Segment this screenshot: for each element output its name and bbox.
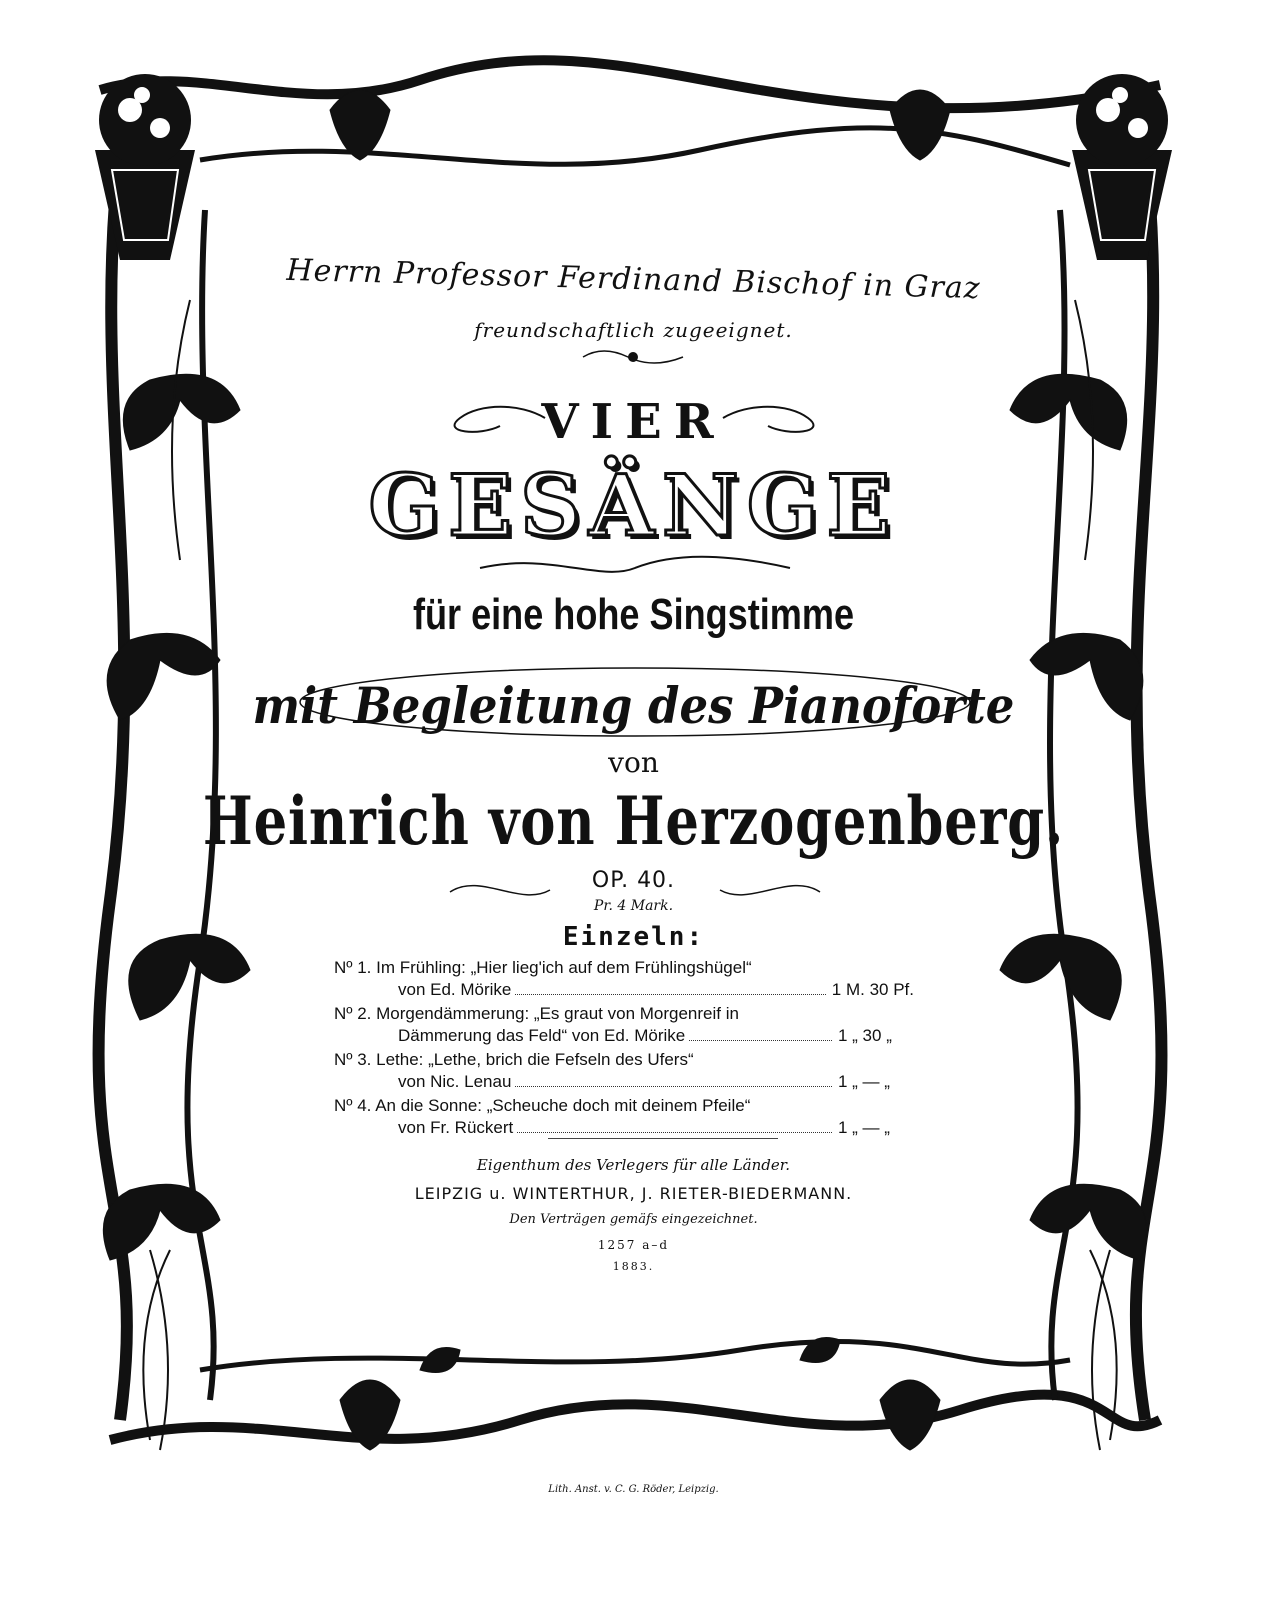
title-underline-flourish: [470, 552, 800, 584]
song-author: von Ed. Mörike: [398, 980, 512, 999]
song-item: [334, 1096, 914, 1142]
song-author: von Nic. Lenau: [398, 1072, 512, 1091]
song-number: Nº 4.: [334, 1096, 372, 1115]
song-price: 1 „ 30 „: [838, 1026, 892, 1045]
song-item: [334, 1050, 914, 1096]
title-gesaenge: GESÄNGE: [368, 456, 899, 555]
subtitle-voice: für eine hohe Singstimme: [412, 590, 855, 639]
von-label: von: [608, 746, 659, 779]
song-list: [334, 958, 914, 1142]
rights-notice: Eigenthum des Verlegers für alle Länder.: [476, 1156, 791, 1174]
fleuron-ornament: [578, 346, 688, 368]
dot-leader: [517, 1132, 832, 1133]
song-title: Morgendämmerung: „Es graut von Morgenreif in: [376, 1004, 739, 1023]
song-number: Nº 1.: [334, 958, 372, 977]
song-number: Nº 2.: [334, 1004, 372, 1023]
einzeln-heading: Einzeln:: [562, 922, 705, 952]
song-author: Dämmerung das Feld“ von Ed. Mörike: [398, 1026, 686, 1045]
song-price: 1 M. 30 Pf.: [831, 980, 914, 999]
song-item: [334, 1004, 914, 1050]
dot-leader: [515, 1086, 832, 1087]
dot-leader: [515, 994, 825, 995]
publication-year: 1883.: [612, 1260, 655, 1273]
song-number: Nº 3.: [334, 1050, 372, 1069]
lithographer-credit: Lith. Anst. v. C. G. Röder, Leipzig.: [548, 1484, 719, 1495]
dedication-subline: freundschaftlich zugeeignet.: [474, 318, 793, 342]
plate-number: 1257 a–d: [597, 1238, 670, 1252]
opus-number: OP. 40.: [591, 868, 676, 893]
publisher-line: LEIPZIG u. WINTERTHUR, J. RIETER-BIEDERMANN.: [414, 1184, 853, 1203]
contract-notice: Den Verträgen gemäfs eingezeichnet.: [509, 1212, 758, 1227]
song-title: An die Sonne: „Scheuche doch mit deinem Pfeile“: [375, 1096, 751, 1115]
song-author: von Fr. Rückert: [398, 1118, 514, 1137]
dedication-line: Herrn Professor Ferdinand Bischof in Graz: [286, 252, 981, 307]
song-price: 1 „ — „: [838, 1118, 890, 1137]
song-title: Im Frühling: „Hier lieg'ich auf dem Frühlingshügel“: [376, 958, 752, 977]
composer-name: Heinrich von Herzogenberg.: [202, 782, 1065, 860]
total-price: Pr. 4 Mark.: [593, 898, 674, 914]
song-item: [334, 958, 914, 1004]
song-price: 1 „ — „: [838, 1072, 890, 1091]
dot-leader: [689, 1040, 832, 1041]
title-vier: VIER: [541, 394, 726, 450]
subtitle-accompaniment: mit Begleitung des Pianoforte: [252, 676, 1015, 735]
song-title: Lethe: „Lethe, brich die Fefseln des Ufers“: [376, 1050, 694, 1069]
divider-rule: [548, 1138, 778, 1139]
